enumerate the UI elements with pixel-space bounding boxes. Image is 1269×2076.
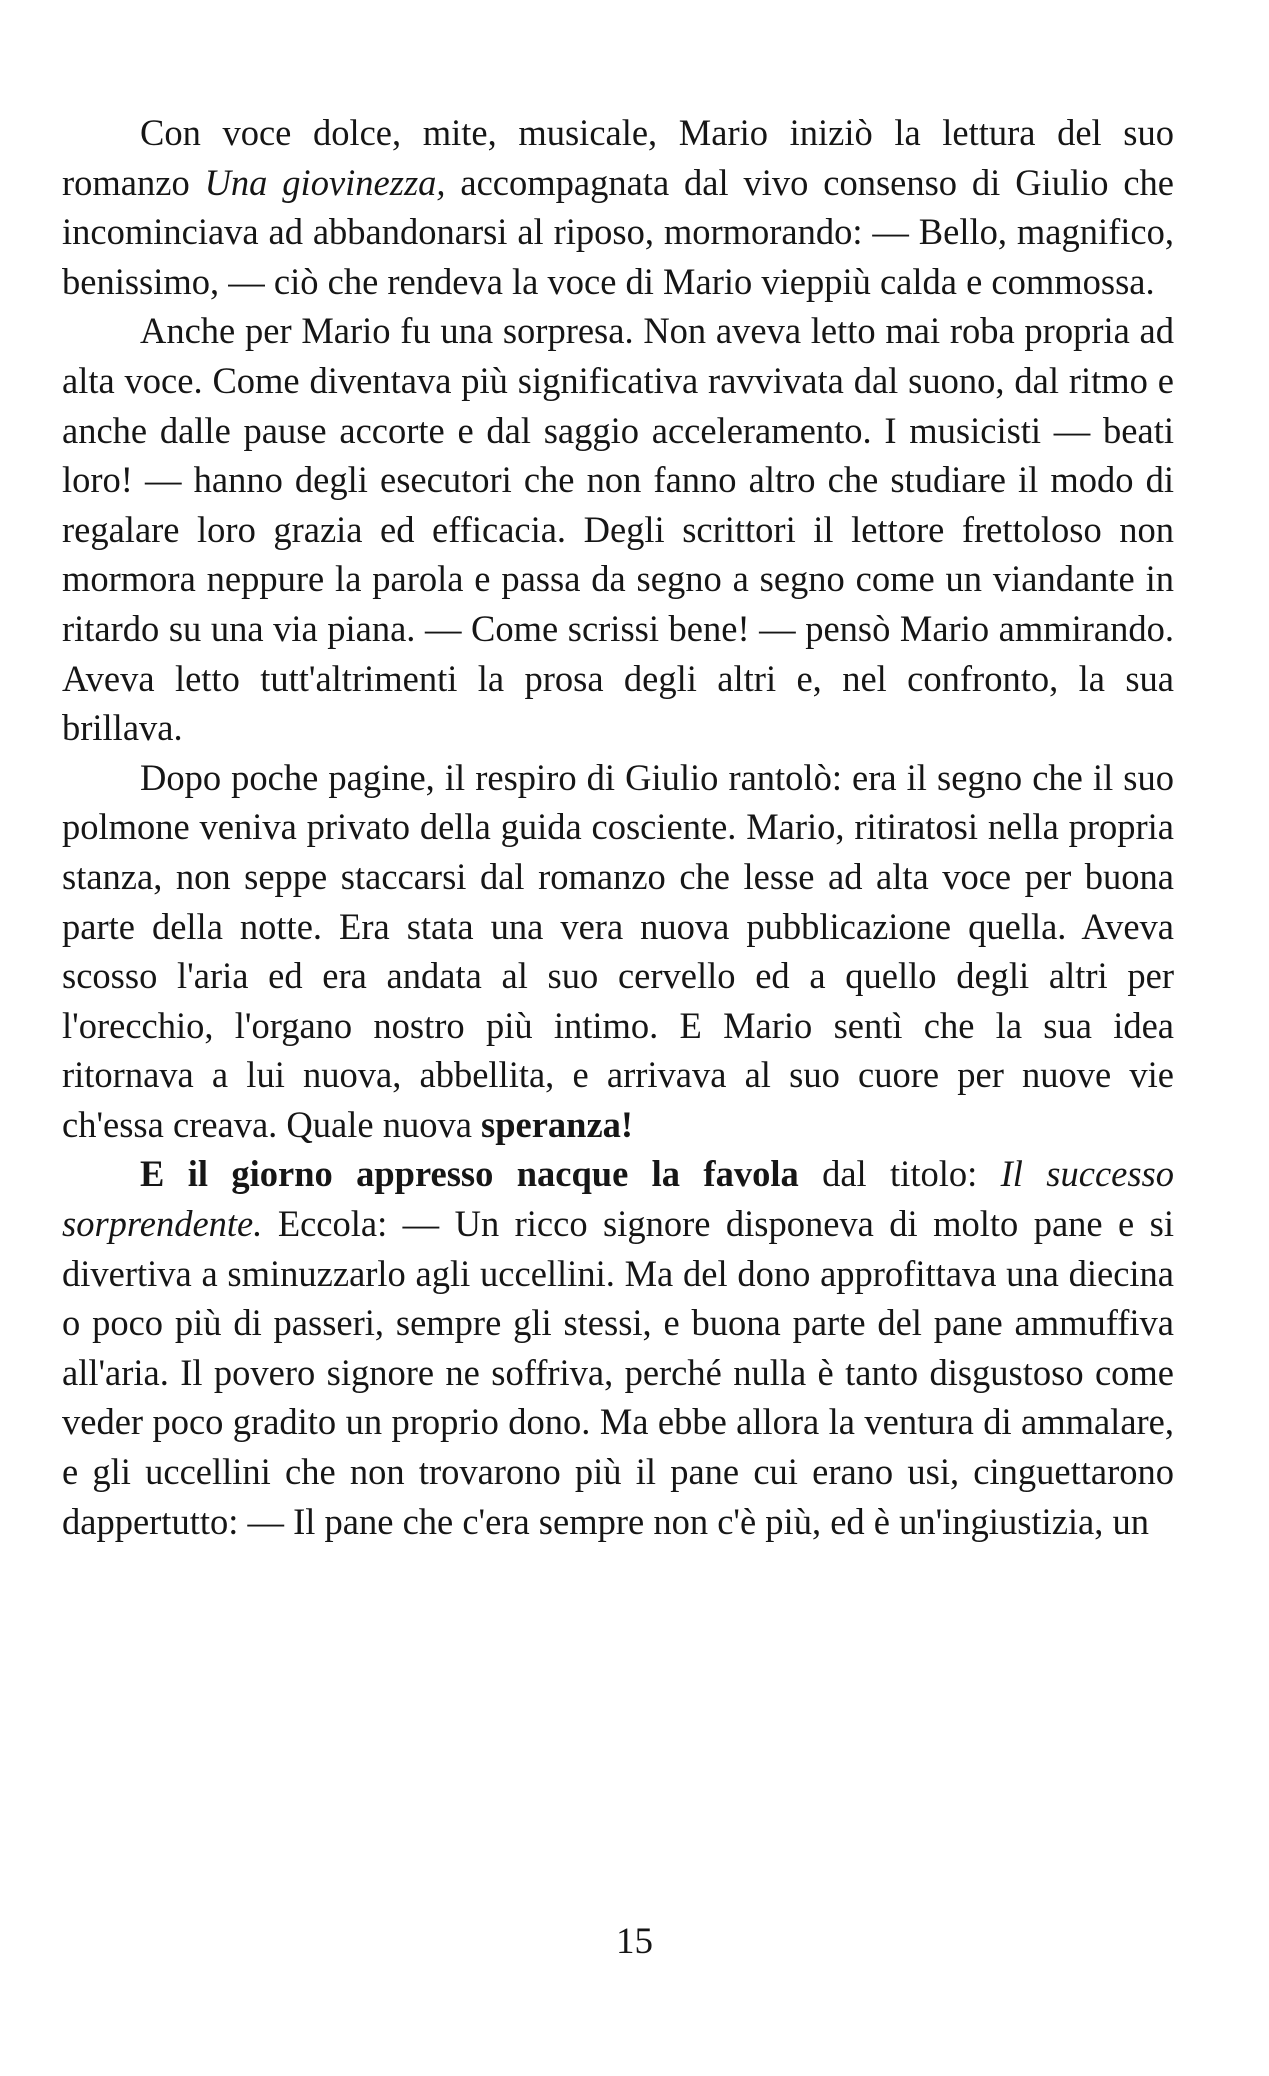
paragraph-2-text: Anche per Mario fu una sorpresa. Non aveva letto mai roba propria ad alta voce. Come diventava più significativa ravvivata dal suono, dal ritmo e anche dalle pause accorte e dal saggio acceleramento. I musicisti — beati loro! — hanno degli esecutori che non fanno altro che studiare il modo di regalare loro grazia ed efficacia. Degli scrittori il lettore frettoloso non mormora neppure la parola e passa da segno a segno come un viandante in ritardo su una via piana. — Come scrissi bene! — pensò Mario ammirando. Aveva letto tutt'altrimenti la prosa degli altri e, nel confronto, la sua brillava.: [62, 310, 1174, 749]
paragraph-1-text-end: accompagnata dal vivo consenso di Giulio che incominciava ad abbandonarsi al riposo, mormorando: — Bello, magnifico, benissimo, — ciò che rendeva la voce di Mario vieppiù calda e commossa.: [62, 161, 1174, 302]
paragraph-1-text-start: Con voce dolce, mite, musicale, Mario iniziò la lettura del suo romanzo: [62, 112, 1174, 203]
paragraph-3: [62, 753, 1174, 1150]
page-body: [62, 108, 1174, 1546]
paragraph-4: [62, 1149, 1174, 1546]
paragraph-1: [62, 108, 1174, 306]
paragraph-3-text: Dopo poche pagine, il respiro di Giulio rantolò: era il segno che il suo polmone veniva privato della guida cosciente. Mario, ritiratosi nella propria stanza, non seppe staccarsi dal romanzo che lesse ad alta voce per buona parte della notte. Era stata una vera nuova pubblicazione quella. Aveva scosso l'aria ed era andata al suo cervello ed a quello degli altri per l'orecchio, l'organo nostro più intimo. E Mario sentì che la sua idea ritornava a lui nuova, abbellita, e arrivava al suo cuore per nuove vie ch'essa creava. Quale nuova: [62, 756, 1174, 1145]
paragraph-4-text-start: dal titolo:: [798, 1153, 1001, 1195]
paragraph-2: [62, 306, 1174, 752]
fable-title-italic: Il successo sorprendente.: [62, 1153, 1175, 1245]
page-number: 15: [616, 1921, 653, 1962]
paragraph-4-bold-start: E il giorno appresso nacque la favola: [140, 1153, 799, 1195]
paragraph-4-text-end: Eccola: — Un ricco signore disponeva di molto pane e si divertiva a sminuzzarlo agli uccellini. Ma del dono approfittava una diecina o poco più di passeri, sempre gli stessi, e buona parte del pane ammuffiva all'aria. Il povero signore ne soffriva, perché nulla è tanto disgustoso come veder poco gradito un proprio dono. Ma ebbe allora la ventura di ammalare, e gli uccellini che non trovarono più il pane cui erano usi, cinguettarono dappertutto: — Il pane che c'era sempre non c'è più, ed è un'ingiustizia, un: [62, 1203, 1174, 1542]
novel-title-italic: Una giovinezza,: [204, 161, 446, 203]
paragraph-3-bold-end: speranza!: [481, 1103, 634, 1145]
